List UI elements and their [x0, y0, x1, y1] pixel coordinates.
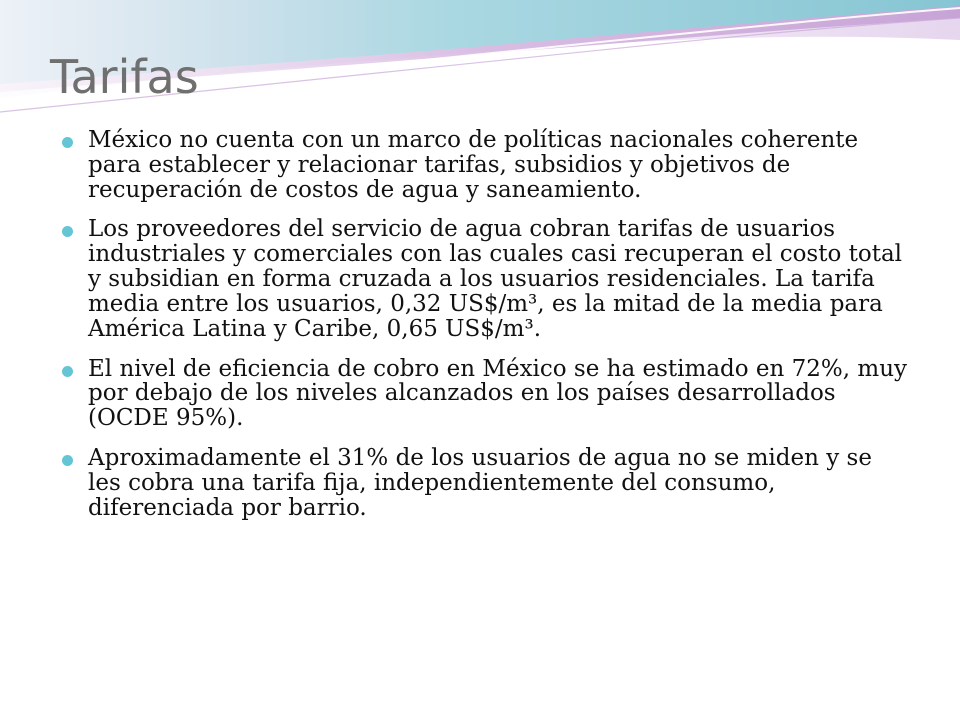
bullet-dot-icon: [62, 366, 73, 377]
bullet-text: Los proveedores del servicio de agua cobran tarifas de usuarios industriales y comerciales con las cuales casi recuperan el costo total y subsidian en forma cruzada a los usuarios residenciales. La tarifa media entre los usuarios, 0,32 US$/m³, es la mitad de la media para América Latina y Caribe, 0,65 US$/m³.: [88, 216, 903, 342]
bullet-dot-icon: [62, 455, 73, 466]
bullet-item: [60, 446, 910, 520]
bullet-item: [60, 128, 910, 202]
bullet-item: [60, 357, 910, 431]
bullet-dot-icon: [62, 226, 73, 237]
bullet-text: El nivel de eficiencia de cobro en México se ha estimado en 72%, muy por debajo de los niveles alcanzados en los países desarrollados (OCDE 95%).: [88, 355, 908, 432]
bullet-dot-icon: [62, 137, 73, 148]
bullet-text: México no cuenta con un marco de políticas nacionales coherente para establecer y relacionar tarifas, subsidios y objetivos de recuperación de costos de agua y saneamiento.: [88, 127, 859, 203]
bullet-text: Aproximadamente el 31% de los usuarios de agua no se miden y se les cobra una tarifa fija, independientemente del consumo, diferenciada por barrio.: [88, 445, 872, 521]
bullet-item: [60, 217, 910, 341]
slide-title: Tarifas: [50, 50, 199, 104]
bullet-list: [60, 128, 910, 536]
